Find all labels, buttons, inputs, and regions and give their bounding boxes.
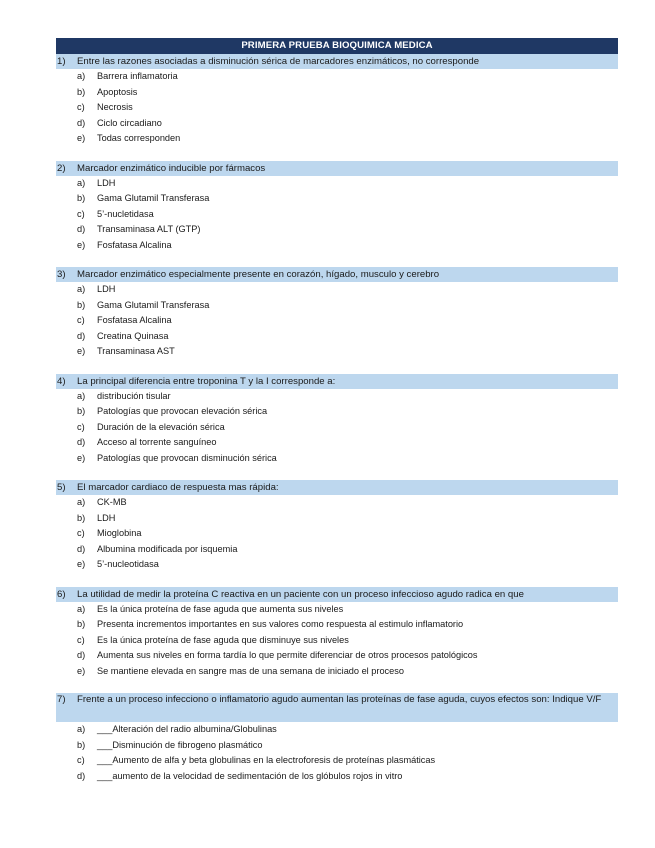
answer-option[interactable] [56, 633, 618, 649]
option-list [56, 495, 618, 573]
option-letter: c) [77, 102, 85, 112]
answer-option[interactable] [56, 191, 618, 207]
answer-option[interactable] [56, 222, 618, 238]
question-text: Marcador enzimático especialmente presente en corazón, hígado, musculo y cerebro [77, 269, 440, 280]
option-letter: e) [77, 559, 86, 569]
option-letter: d) [77, 117, 86, 128]
option-letter: e) [77, 133, 86, 143]
question-header [56, 480, 618, 495]
option-letter: b) [77, 512, 86, 523]
answer-option[interactable] [56, 722, 618, 738]
question-text: Entre las razones asociadas a disminución sérica de marcadores enzimáticos, no corresponde [77, 56, 480, 67]
option-text: Mioglobina [97, 528, 142, 538]
option-letter: d) [77, 543, 86, 554]
option-letter: b) [77, 739, 86, 750]
option-letter: e) [77, 346, 86, 356]
option-text: Albumina modificada por isquemia [97, 543, 238, 554]
answer-option[interactable] [56, 298, 618, 314]
question-header [56, 374, 618, 389]
question-number: 1) [57, 56, 66, 67]
question-header [56, 54, 618, 69]
option-letter: a) [77, 71, 86, 81]
option-text: Gama Glutamil Transferasa [97, 299, 210, 310]
option-letter: e) [77, 665, 86, 676]
option-text: Es la única proteína de fase aguda que aumenta sus niveles [97, 603, 344, 614]
option-text: distribución tisular [97, 390, 171, 401]
option-list [56, 722, 618, 784]
option-list [56, 69, 618, 147]
question-number: 5) [57, 482, 66, 493]
option-text: Transaminasa AST [97, 346, 175, 356]
option-letter: a) [77, 497, 86, 507]
option-text: Duración de la elevación sérica [97, 421, 225, 432]
option-text: Fosfatasa Alcalina [97, 315, 172, 325]
option-letter: e) [77, 239, 86, 250]
question-spacer [56, 679, 618, 693]
answer-option[interactable] [56, 238, 618, 254]
question-number: 3) [57, 269, 66, 280]
option-letter: b) [77, 299, 86, 310]
answer-option[interactable] [56, 69, 618, 85]
option-text: LDH [97, 284, 116, 294]
answer-option[interactable] [56, 526, 618, 542]
option-letter: b) [77, 619, 86, 629]
answer-option[interactable] [56, 131, 618, 147]
option-text: Gama Glutamil Transferasa [97, 193, 210, 203]
option-text: Es la única proteína de fase aguda que disminuye sus niveles [97, 634, 349, 645]
option-letter: e) [77, 452, 86, 463]
option-text: Creatina Quinasa [97, 330, 169, 341]
option-letter: b) [77, 193, 86, 203]
option-letter: b) [77, 406, 86, 416]
answer-option[interactable] [56, 753, 618, 769]
answer-option[interactable] [56, 664, 618, 680]
answer-option[interactable] [56, 100, 618, 116]
option-text: Ciclo circadiano [97, 117, 162, 128]
option-text: LDH [97, 177, 116, 188]
answer-option[interactable] [56, 617, 618, 633]
question-1 [56, 54, 618, 147]
option-text: Aumenta sus niveles en forma tardía lo que permite diferenciar de otros procesos patológicos [97, 650, 478, 660]
answer-option[interactable] [56, 329, 618, 345]
answer-option[interactable] [56, 420, 618, 436]
option-letter: c) [77, 634, 85, 645]
question-2 [56, 161, 618, 254]
question-text: La principal diferencia entre troponina T y la I corresponde a: [77, 375, 336, 387]
answer-option[interactable] [56, 557, 618, 573]
answer-option[interactable] [56, 176, 618, 192]
question-5 [56, 480, 618, 573]
option-text: ___aumento de la velocidad de sedimentación de los glóbulos rojos in vitro [97, 770, 403, 781]
answer-option[interactable] [56, 207, 618, 223]
option-list [56, 602, 618, 680]
question-7 [56, 693, 618, 784]
option-text: Acceso al torrente sanguíneo [97, 437, 217, 447]
question-header [56, 267, 618, 282]
option-letter: a) [77, 284, 86, 294]
question-spacer [56, 466, 618, 480]
question-4 [56, 374, 618, 467]
answer-option[interactable] [56, 451, 618, 467]
answer-option[interactable] [56, 313, 618, 329]
option-text: Barrera inflamatoria [97, 71, 178, 81]
question-number: 4) [57, 375, 66, 387]
question-text: Marcador enzimático inducible por fármacos [77, 162, 266, 174]
answer-option[interactable] [56, 511, 618, 527]
question-text: Frente a un proceso infecciono o inflamatorio agudo aumentan las proteínas de fase aguda, cuyos efectos son: Indique V/F [77, 694, 602, 705]
option-letter: d) [77, 330, 86, 341]
option-letter: d) [77, 770, 86, 781]
option-text: CK-MB [97, 497, 127, 507]
answer-option[interactable] [56, 389, 618, 405]
option-letter: b) [77, 86, 86, 97]
question-number: 6) [57, 588, 66, 600]
answer-option[interactable] [56, 282, 618, 298]
question-number: 7) [57, 694, 66, 705]
answer-option[interactable] [56, 404, 618, 420]
question-spacer [56, 360, 618, 374]
question-list [56, 54, 618, 784]
question-number: 2) [57, 162, 66, 174]
answer-option[interactable] [56, 738, 618, 754]
answer-option[interactable] [56, 648, 618, 664]
option-text: ___Alteración del radio albumina/Globulinas [97, 724, 277, 734]
option-text: ___Disminución de fibrogeno plasmático [97, 739, 263, 750]
question-spacer [56, 147, 618, 161]
exam-page [56, 38, 618, 784]
option-text: Se mantiene elevada en sangre mas de una semana de iniciado el proceso [97, 665, 404, 676]
option-text: 5’-nucletidasa [97, 208, 154, 219]
option-letter: c) [77, 315, 85, 325]
answer-option[interactable] [56, 542, 618, 558]
question-header [56, 693, 618, 722]
option-letter: c) [77, 755, 85, 765]
question-3 [56, 267, 618, 360]
option-letter: a) [77, 177, 86, 188]
option-letter: c) [77, 528, 85, 538]
option-list [56, 389, 618, 467]
option-list [56, 282, 618, 360]
question-text: El marcador cardiaco de respuesta mas rápida: [77, 482, 279, 493]
option-letter: a) [77, 724, 86, 734]
option-text: Apoptosis [97, 86, 138, 97]
answer-option[interactable] [56, 435, 618, 451]
answer-option[interactable] [56, 495, 618, 511]
option-text: Patologías que provocan disminución sérica [97, 452, 277, 463]
question-header [56, 587, 618, 602]
option-text: Todas corresponden [97, 133, 181, 143]
option-text: Presenta incrementos importantes en sus valores como respuesta al estimulo inflamatorio [97, 619, 464, 629]
answer-option[interactable] [56, 85, 618, 101]
question-6 [56, 587, 618, 680]
option-letter: a) [77, 603, 86, 614]
question-spacer [56, 253, 618, 267]
answer-option[interactable] [56, 344, 618, 360]
option-text: Necrosis [97, 102, 133, 112]
option-text: Patologías que provocan elevación sérica [97, 406, 268, 416]
question-spacer [56, 573, 618, 587]
question-header [56, 161, 618, 176]
option-letter: d) [77, 437, 86, 447]
exam-title: PRIMERA PRUEBA BIOQUIMICA MEDICA [56, 38, 618, 54]
answer-option[interactable] [56, 116, 618, 132]
answer-option[interactable] [56, 769, 618, 785]
option-letter: d) [77, 650, 86, 660]
answer-option[interactable] [56, 602, 618, 618]
option-list [56, 176, 618, 254]
option-letter: a) [77, 390, 86, 401]
option-text: ___Aumento de alfa y beta globulinas en la electroforesis de proteínas plasmáticas [97, 755, 436, 765]
option-letter: c) [77, 421, 85, 432]
option-text: Fosfatasa Alcalina [97, 239, 172, 250]
option-text: 5’-nucleotidasa [97, 559, 159, 569]
option-letter: c) [77, 208, 85, 219]
option-letter: d) [77, 224, 86, 234]
option-text: LDH [97, 512, 116, 523]
question-text: La utilidad de medir la proteína C reactiva en un paciente con un proceso infeccioso agudo radica en que [77, 588, 524, 600]
option-text: Transaminasa ALT (GTP) [97, 224, 201, 234]
